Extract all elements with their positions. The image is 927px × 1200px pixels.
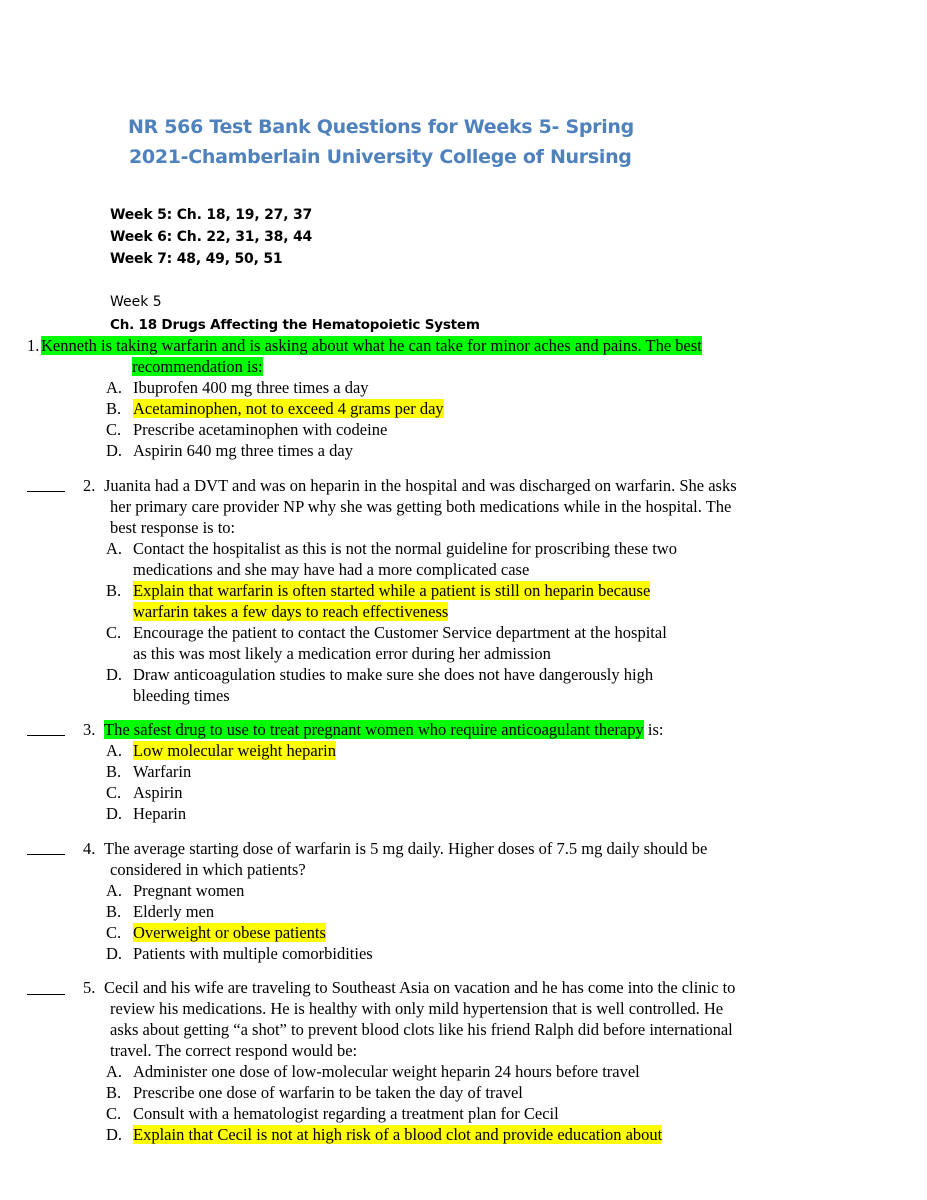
answer-blank (27, 994, 65, 995)
option-letter: C. (106, 1104, 122, 1123)
answer-option: Aspirin (133, 783, 183, 802)
answer-option-highlighted: Acetaminophen, not to exceed 4 grams per day (133, 399, 444, 418)
section-label: Week 5 (110, 294, 162, 310)
option-letter: C. (106, 623, 122, 642)
option-letter: C. (106, 783, 122, 802)
question-5-stem: Cecil and his wife are traveling to Southeast Asia on vacation and he has come into the clinic to (104, 978, 736, 997)
answer-option-cont: medications and she may have had a more complicated case (133, 560, 530, 579)
title-line-1: NR 566 Test Bank Questions for Weeks 5- Spring (128, 116, 634, 138)
answer-option-cont: bleeding times (133, 686, 230, 705)
chapter-heading: Ch. 18 Drugs Affecting the Hematopoietic System (110, 317, 480, 333)
option-letter: A. (106, 741, 123, 760)
option-letter: D. (106, 1125, 123, 1144)
answer-option: Consult with a hematologist regarding a treatment plan for Cecil (133, 1104, 559, 1123)
option-letter: B. (106, 581, 122, 600)
option-letter: B. (106, 1083, 122, 1102)
answer-blank (27, 735, 65, 736)
week-chapter-list (110, 204, 312, 270)
question-5-number: 5. (83, 978, 96, 997)
option-letter: B. (106, 762, 122, 781)
answer-option: Warfarin (133, 762, 192, 781)
answer-option-highlighted: Low molecular weight heparin (133, 741, 336, 760)
option-letter: D. (106, 944, 123, 963)
question-2-stem-cont: best response is to: (110, 518, 236, 537)
option-letter: D. (106, 441, 123, 460)
answer-option-highlighted-cont: warfarin takes a few days to reach effectiveness (133, 602, 449, 621)
option-letter: A. (106, 881, 123, 900)
question-2-stem-cont: her primary care provider NP why she was getting both medications while in the hospital. The (110, 497, 732, 516)
option-letter: A. (106, 539, 123, 558)
question-3-stem-tail: is: (643, 720, 664, 739)
question-4-stem: The average starting dose of warfarin is 5 mg daily. Higher doses of 7.5 mg daily should be (104, 839, 708, 858)
question-2-number: 2. (83, 476, 96, 495)
answer-option: Encourage the patient to contact the Customer Service department at the hospital (133, 623, 667, 642)
answer-option: Administer one dose of low-molecular weight heparin 24 hours before travel (133, 1062, 640, 1081)
option-letter: B. (106, 399, 122, 418)
option-letter: C. (106, 923, 122, 942)
question-1-number: 1. (27, 336, 40, 355)
answer-option: Elderly men (133, 902, 215, 921)
week-line: Week 6: Ch. 22, 31, 38, 44 (110, 229, 313, 245)
answer-option-highlighted: Overweight or obese patients (133, 923, 326, 942)
question-4-number: 4. (83, 839, 96, 858)
option-letter: C. (106, 420, 122, 439)
answer-option: Prescribe acetaminophen with codeine (133, 420, 388, 439)
question-3-number: 3. (83, 720, 96, 739)
option-letter: B. (106, 902, 122, 921)
question-5-stem-cont: travel. The correct respond would be: (110, 1041, 358, 1060)
answer-option-highlighted: Explain that Cecil is not at high risk of a blood clot and provide education about (133, 1125, 663, 1144)
answer-option: Pregnant women (133, 881, 245, 900)
question-2-stem: Juanita had a DVT and was on heparin in the hospital and was discharged on warfarin. She asks (104, 476, 737, 495)
option-letter: D. (106, 804, 123, 823)
option-letter: A. (106, 1062, 123, 1081)
answer-option: Prescribe one dose of warfarin to be taken the day of travel (133, 1083, 523, 1102)
title-line-2: 2021-Chamberlain University College of Nursing (129, 146, 632, 168)
question-5-stem-cont: review his medications. He is healthy with only mild hypertension that is well controlled. He (110, 999, 724, 1018)
question-1-stem-cont: recommendation is: (132, 357, 263, 376)
answer-option-highlighted: Explain that warfarin is often started while a patient is still on heparin because (133, 581, 651, 600)
question-5-stem-cont: asks about getting “a shot” to prevent blood clots like his friend Ralph did before international (110, 1020, 733, 1039)
week-line: Week 7: 48, 49, 50, 51 (110, 251, 283, 267)
answer-option: Patients with multiple comorbidities (133, 944, 373, 963)
answer-option-cont: as this was most likely a medication error during her admission (133, 644, 551, 663)
question-1-stem: Kenneth is taking warfarin and is asking about what he can take for minor aches and pains. The best (41, 336, 702, 355)
answer-blank (27, 491, 65, 492)
answer-blank (27, 854, 65, 855)
answer-option: Ibuprofen 400 mg three times a day (133, 378, 369, 397)
week-line: Week 5: Ch. 18, 19, 27, 37 (110, 207, 313, 223)
answer-option: Heparin (133, 804, 187, 823)
question-3-stem: The safest drug to use to treat pregnant women who require anticoagulant therapy (104, 720, 644, 739)
answer-option: Aspirin 640 mg three times a day (133, 441, 353, 460)
question-4-stem-cont: considered in which patients? (110, 860, 306, 879)
answer-option: Draw anticoagulation studies to make sure she does not have dangerously high (133, 665, 654, 684)
answer-option: Contact the hospitalist as this is not the normal guideline for proscribing these two (133, 539, 677, 558)
option-letter: A. (106, 378, 123, 397)
document-title (128, 112, 688, 172)
option-letter: D. (106, 665, 123, 684)
